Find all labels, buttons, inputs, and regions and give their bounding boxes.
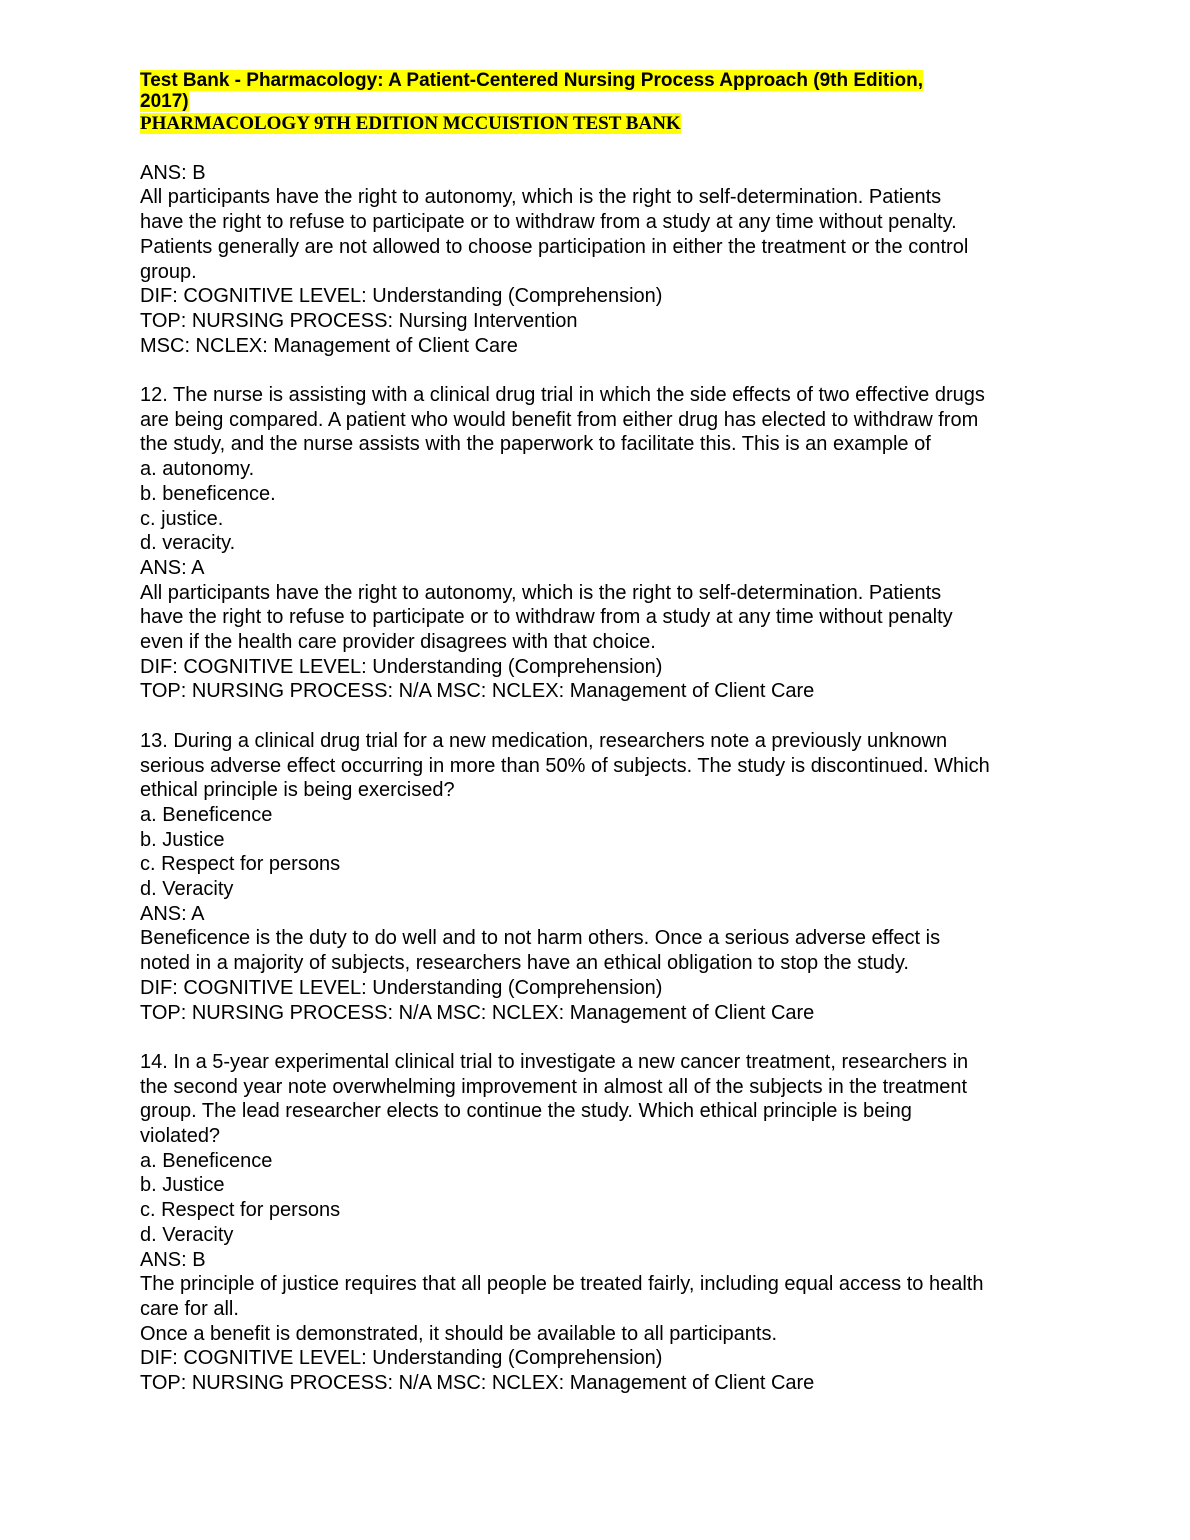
document-header — [140, 70, 1060, 136]
header-subtitle: PHARMACOLOGY 9TH EDITION MCCUISTION TEST BANK — [140, 113, 681, 134]
question-stem-line: violated? — [140, 1125, 221, 1148]
question-stem-line: 14. In a 5-year experimental clinical trial to investigate a new cancer treatment, researchers in — [140, 1050, 969, 1073]
msc-line: MSC: NCLEX: Management of Client Care — [140, 334, 518, 357]
question-stem-line: 13. During a clinical drug trial for a new medication, researchers note a previously unknown — [140, 729, 948, 752]
rationale-line: Once a benefit is demonstrated, it should be available to all participants. — [140, 1322, 778, 1345]
answer-key: ANS: A — [140, 902, 205, 925]
answer-option-b: b. beneficence. — [140, 482, 276, 505]
rationale-line: The principle of justice requires that all people be treated fairly, including equal access to health — [140, 1273, 984, 1296]
rationale-line: have the right to refuse to participate or to withdraw from a study at any time without penalty — [140, 606, 953, 629]
rationale-line: All participants have the right to autonomy, which is the right to self-determination. Patients — [140, 581, 942, 604]
spacer — [140, 704, 1060, 729]
difficulty-line: DIF: COGNITIVE LEVEL: Understanding (Comprehension) — [140, 285, 663, 308]
spacer — [140, 136, 1060, 161]
topic-line: TOP: NURSING PROCESS: N/A MSC: NCLEX: Management of Client Care — [140, 1372, 815, 1395]
difficulty-line: DIF: COGNITIVE LEVEL: Understanding (Comprehension) — [140, 655, 663, 678]
header-title-line-1 — [140, 70, 1060, 91]
answer-key: ANS: B — [140, 1248, 206, 1271]
answer-key: ANS: B — [140, 161, 206, 184]
topic-line: TOP: NURSING PROCESS: Nursing Intervention — [140, 309, 578, 332]
answer-option-c: c. justice. — [140, 507, 224, 530]
answer-option-a: a. Beneficence — [140, 803, 273, 826]
question-14 — [140, 1050, 1060, 1396]
question-stem-line: the second year note overwhelming improvement in almost all of the subjects in the treatment — [140, 1075, 968, 1098]
rationale-line: Beneficence is the duty to do well and to not harm others. Once a serious adverse effect is — [140, 927, 941, 950]
header-title-text-2: 2017) — [140, 91, 189, 112]
document-body — [140, 136, 1060, 1396]
answer-option-a: a. autonomy. — [140, 458, 255, 481]
rationale-line: noted in a majority of subjects, researchers have an ethical obligation to stop the study. — [140, 952, 909, 975]
answer-option-b: b. Justice — [140, 1174, 225, 1197]
answer-option-b: b. Justice — [140, 828, 225, 851]
spacer — [140, 1025, 1060, 1050]
rationale-line: All participants have the right to autonomy, which is the right to self-determination. Patients — [140, 186, 942, 209]
question-stem-line: serious adverse effect occurring in more than 50% of subjects. The study is discontinued. Which — [140, 754, 990, 777]
question-13 — [140, 729, 1060, 1025]
header-title-line-2 — [140, 91, 1060, 112]
answer-option-c: c. Respect for persons — [140, 1199, 341, 1222]
difficulty-line: DIF: COGNITIVE LEVEL: Understanding (Comprehension) — [140, 976, 663, 999]
header-subtitle-line — [140, 112, 1060, 136]
topic-line: TOP: NURSING PROCESS: N/A MSC: NCLEX: Management of Client Care — [140, 1001, 815, 1024]
topic-line: TOP: NURSING PROCESS: N/A MSC: NCLEX: Management of Client Care — [140, 680, 815, 703]
document-page — [140, 70, 1060, 1396]
rationale-line: group. — [140, 260, 197, 283]
answer-key: ANS: A — [140, 556, 205, 579]
rationale-line: have the right to refuse to participate or to withdraw from a study at any time without penalty. — [140, 211, 957, 234]
question-stem-line: group. The lead researcher elects to continue the study. Which ethical principle is being — [140, 1100, 912, 1123]
answer-option-d: d. Veracity — [140, 878, 234, 901]
question-11-answer-block — [140, 161, 1060, 359]
difficulty-line: DIF: COGNITIVE LEVEL: Understanding (Comprehension) — [140, 1347, 663, 1370]
question-stem-line: the study, and the nurse assists with the paperwork to facilitate this. This is an example of — [140, 433, 931, 456]
question-stem-line: ethical principle is being exercised? — [140, 779, 455, 802]
question-stem-line: are being compared. A patient who would benefit from either drug has elected to withdraw from — [140, 408, 979, 431]
answer-option-d: d. veracity. — [140, 532, 236, 555]
question-12 — [140, 383, 1060, 704]
answer-option-d: d. Veracity — [140, 1223, 234, 1246]
rationale-line: even if the health care provider disagrees with that choice. — [140, 631, 656, 654]
question-stem-line: 12. The nurse is assisting with a clinical drug trial in which the side effects of two effective drugs — [140, 384, 985, 406]
spacer — [140, 358, 1060, 383]
answer-option-c: c. Respect for persons — [140, 853, 341, 876]
rationale-line: Patients generally are not allowed to choose participation in either the treatment or the control — [140, 235, 969, 258]
answer-option-a: a. Beneficence — [140, 1149, 273, 1172]
rationale-line: care for all. — [140, 1297, 239, 1320]
header-title-text-1: Test Bank - Pharmacology: A Patient-Centered Nursing Process Approach (9th Edition, — [140, 70, 923, 91]
